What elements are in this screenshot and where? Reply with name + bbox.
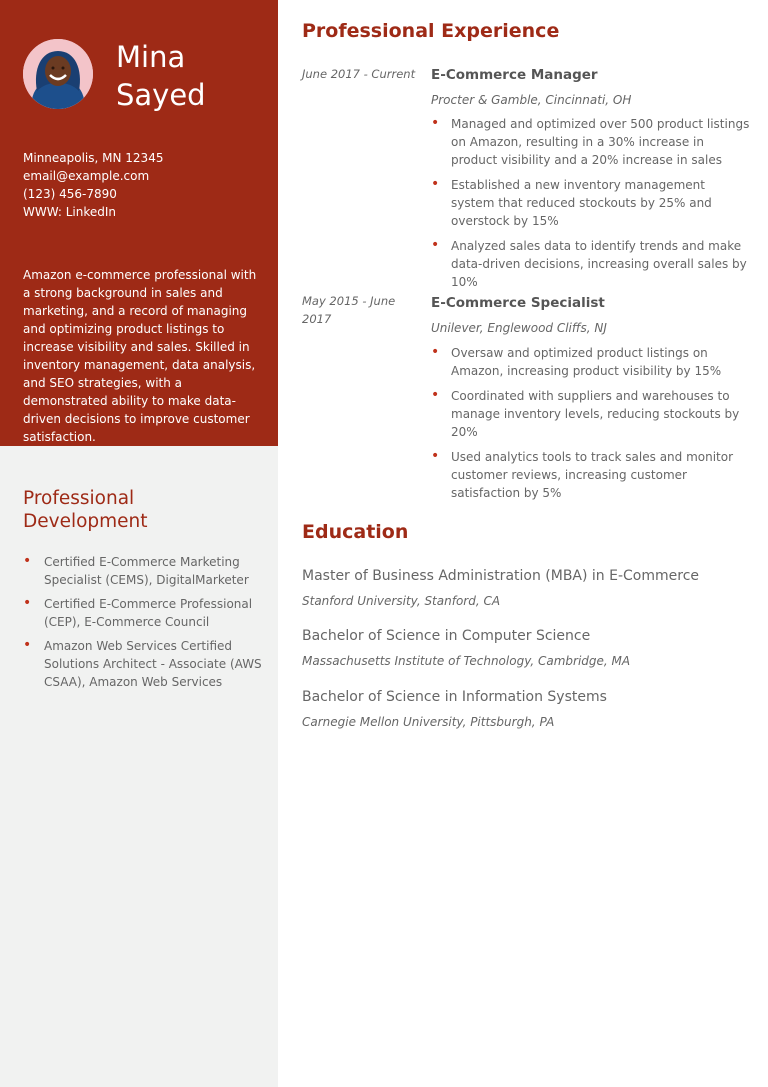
- job-title: E-Commerce Specialist: [431, 295, 605, 311]
- contact-email[interactable]: email@example.com: [23, 169, 150, 183]
- bullet-icon: •: [23, 637, 32, 653]
- bullet-icon: •: [431, 115, 440, 131]
- list-item: [23, 595, 263, 631]
- bullet-icon: •: [431, 387, 440, 403]
- job-date: June 2017 - Current: [302, 67, 416, 81]
- list-item: [431, 115, 751, 169]
- bullet-icon: •: [431, 237, 440, 253]
- job-date: May 2015 - June 2017: [302, 294, 396, 326]
- contact-info: [23, 149, 163, 221]
- job-company: Procter & Gamble, Cincinnati, OH: [431, 93, 632, 107]
- education-school: Carnegie Mellon University, Pittsburgh, PA: [302, 715, 555, 729]
- sidebar: [0, 0, 278, 1087]
- education-school: Massachusetts Institute of Technology, Cambridge, MA: [302, 654, 631, 668]
- bullet-icon: •: [23, 595, 32, 611]
- contact-phone: (123) 456-7890: [23, 187, 117, 201]
- professional-development-list: [23, 553, 263, 697]
- education-title: Education: [302, 521, 409, 543]
- education-degree: Bachelor of Science in Information Systems: [302, 689, 607, 705]
- bullet-icon: •: [431, 344, 440, 360]
- job-company: Unilever, Englewood Cliffs, NJ: [431, 321, 607, 335]
- experience-title: Professional Experience: [302, 20, 560, 42]
- education-degree: Master of Business Administration (MBA) in E-Commerce: [302, 568, 700, 584]
- pd-item-text: Amazon Web Services Certified Solutions Architect - Associate (AWS CSAA), Amazon Web Services: [44, 639, 262, 689]
- list-item: [23, 637, 263, 691]
- bullet-icon: •: [431, 448, 440, 464]
- pd-item-text: Certified E-Commerce Professional (CEP), E-Commerce Council: [44, 597, 253, 629]
- job-bullets: [431, 344, 751, 509]
- pd-item-text: Certified E-Commerce Marketing Specialist (CEMS), DigitalMarketer: [44, 555, 249, 587]
- job-bullet-text: Analyzed sales data to identify trends and make data-driven decisions, increasing overall sales by 10%: [451, 239, 747, 289]
- job-bullet-text: Established a new inventory management system that reduced stockouts by 25% and overstock by 15%: [451, 178, 712, 228]
- avatar-photo-icon: [23, 39, 93, 109]
- list-item: [431, 344, 751, 380]
- education-degree: Bachelor of Science in Computer Science: [302, 628, 591, 644]
- contact-location: Minneapolis, MN 12345: [23, 151, 164, 165]
- job-title: E-Commerce Manager: [431, 67, 598, 83]
- sidebar-header: [0, 0, 278, 446]
- list-item: [431, 176, 751, 230]
- list-item: [431, 448, 751, 502]
- job-bullet-text: Used analytics tools to track sales and monitor customer reviews, increasing customer satisfaction by 5%: [451, 450, 734, 500]
- pd-title-line1: Professional: [23, 488, 135, 509]
- profile-summary: Amazon e-commerce professional with a strong background in sales and marketing, and a record of managing and optimizing product listings to increase visibility and sales. Skilled in inventory management, data analysis, and SEO strategies, with a demonstrated ability to make data-driven decisions to improve customer satisfaction.: [23, 268, 257, 444]
- education-school: Stanford University, Stanford, CA: [302, 594, 501, 608]
- list-item: [431, 387, 751, 441]
- job-bullets: [431, 115, 751, 298]
- professional-development-title: [23, 487, 148, 533]
- list-item: [431, 237, 751, 291]
- list-item: [23, 553, 263, 589]
- job-bullet-text: Coordinated with suppliers and warehouses to manage inventory levels, reducing stockouts by 20%: [451, 389, 740, 439]
- last-name: Sayed: [116, 78, 206, 112]
- pd-title-line2: Development: [23, 511, 148, 532]
- bullet-icon: •: [431, 176, 440, 192]
- job-bullet-text: Managed and optimized over 500 product listings on Amazon, resulting in a 30% increase in product visibility and a 20% increase in sales: [451, 117, 750, 167]
- contact-website[interactable]: WWW: LinkedIn: [23, 205, 117, 219]
- job-bullet-text: Oversaw and optimized product listings on Amazon, increasing product visibility by 15%: [451, 346, 722, 378]
- first-name: Mina: [116, 40, 186, 74]
- bullet-icon: •: [23, 553, 32, 569]
- avatar: [23, 39, 93, 109]
- candidate-name: [116, 38, 206, 114]
